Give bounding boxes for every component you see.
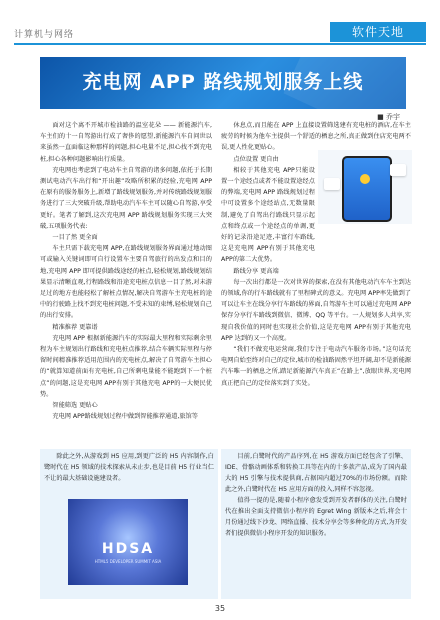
subheading: 点位设置 更自由 [233,155,279,163]
header-rule [14,43,426,45]
paragraph: 休息点,而且能在 APP 上直接设置筛选建有充电桩的酒店,在车主疲劳的时候为他车主提供一个舒适的栖息之所,真正做到住店充电两不误,更人性化更贴心。 [221,122,411,152]
author: ■ 乔宇 [377,113,400,121]
paragraph: 充电网 APP 根据新能源汽车的实际最大里程和实际剩余里程为车主规划出行路线和充电桩点推荐,结合车辆实际里程与停留时间精准推荐适用范围内的充电桩点,解决了自驾游车主担心的“就算知道前面有充电桩,自己所剩电量能不能跑到下一个桩点”的问题,这是充电网 APP有别于其他充电 APP的一大便民优势。 [40,334,212,398]
ad-text [225,451,407,539]
paragraph: 目前,白鹭时代的产品序列,在 H5 游戏方面已经包含了引擎、IDE、骨骼动画体系和转换工具等在内的十多款产品,成为了国内最大的 H5 引擎与技术提供商,占据国内超过70%的市场份额。而除此之外,白鹭时代在 H5 应用方面的投入,同样不容忽视。 [225,453,407,493]
app-illustration [318,150,412,224]
hdsa-banner [68,499,188,585]
ad-right-box [221,449,411,599]
paragraph: 充电网 APP路线规划过程中做到智能推荐通道,旅馆等 [52,413,198,421]
page-number: 35 [214,604,226,613]
phone-screen [342,156,392,222]
subheading: 路线分享 更高端 [233,267,279,275]
subheading: 智能筛选 更贴心 [52,402,98,410]
hdsa-logo-text: HDSA [101,541,155,557]
map-card [324,178,340,190]
paragraph: 每一次出行都是一次对世界的探索,在没有其他电动汽车车主到达的领域,你的行车路线就有了里程碑式的意义。充电网 APP率先做到了可以让车主在线分享行车路线的界面,自驾游车主可以通过充电网 APP 保存分享行车路线到微信、微博、QQ 等平台。一人规划多人共享,实现自我价值的同时也实现社会价值,这是充电网 APP有别于其他充电 APP 达到的又一个高度。 [221,278,411,342]
paragraph: 值得一提的是,随着小程序愈发受到开发者群体的关注,白鹭时代在推出全面支持微信小程序的 Egret Wing 新版本之后,将会十月份通过线下沙龙、网络直播、技术分享会等多种化的方式,为开发者们提供微信小程序开发的知识服务。 [225,497,407,537]
paragraph: 除此之外,从游戏到 H5 应用,到更广泛的 H5 内容制作,白鹭时代在 H5 领域的技术探索从未止步,也是目前 H5 行业当仁不让的最大基础设施建设者。 [44,453,214,482]
paragraph: 车主只需下载充电网 APP,在路线规划服务界面通过地动图可或输入关键词即可自行设置车主要自驾旅行的出发点和目的地,充电网 APP 即可提供路线途经的桩点,轻松规划,路线规划结果显示清晰直观,行程路线和沿途充电桩点信息一目了然,对未游足过的地方也能轻松了解桩点情况,解决自驾游车主充电桩的途中的行驶路上找不到充电桩问题,不受未知的束缚,轻松规划自己的出行安排。 [40,245,212,320]
map-card [390,164,406,176]
location-pin-icon [360,174,370,184]
section-tab: 软件天地 [330,22,426,42]
subheading: 一目了然 更全面 [52,234,98,242]
paragraph: 充电网也考虑到了电动车主自驾游的诸多问题,依托于长期测试电动汽车出行和“开出趣”攻略所积累的经验,充电网 APP 在原有的服务服务上,新增了路线规划服务,并对传统路线规划服务进行了三大突破升级,帮助电动汽车车主可以随心自驾游,享受更好。笔者了解到,这次充电网 APP 路线规划服务实现三大突破,五项服务代表: [40,166,212,230]
article-title: 充电网 APP 路线规划服务上线 [82,71,364,93]
hdsa-subtitle: HTML5 DEVELOPER SUMMIT ASIA [94,559,162,564]
journal-name: 计算机与网络 [14,30,75,40]
title-banner [40,57,406,109]
paragraph: 面对这个离不开城市检油路的温室花朵 —— 新能源汽车,车主们的十一自驾游出行成了奢侈的愿望,新能源汽车自问世以来虽然一直面临这种那样的问题,担心电量不足,担心找不到充电桩,担心各种问题影响出行质量。 [40,122,212,163]
ad-left-box [40,449,218,599]
ad-intro [44,451,214,484]
paragraph: 相较于其他充电 APP只能设置一个途经点或者不能设置途经点的弊端,充电网 APP 路线规划过程中可设置多个途经站点,无数量限制,避免了自驾出行路线只显示起点和终点或一个途经点的单调,更好的记录沿途足迹,丰富行车路线,这是充电网 APP有别于其他充电 APP的第二大优势。 [221,166,315,264]
left-column [40,120,212,422]
subheading: 精准推荐 更靠谱 [52,323,98,331]
paragraph: “我们不做充电运营商,我们专注于电动汽车服务市场。”这句话充电网自始至终对自己的定位,城市的检油路固然平坦开阔,却不是新能源汽车唯一的栖息之所,踏足新能源汽车真正“在路上”,放眼世界,充电网真正把自己的定位落实到了实处。 [221,346,411,387]
